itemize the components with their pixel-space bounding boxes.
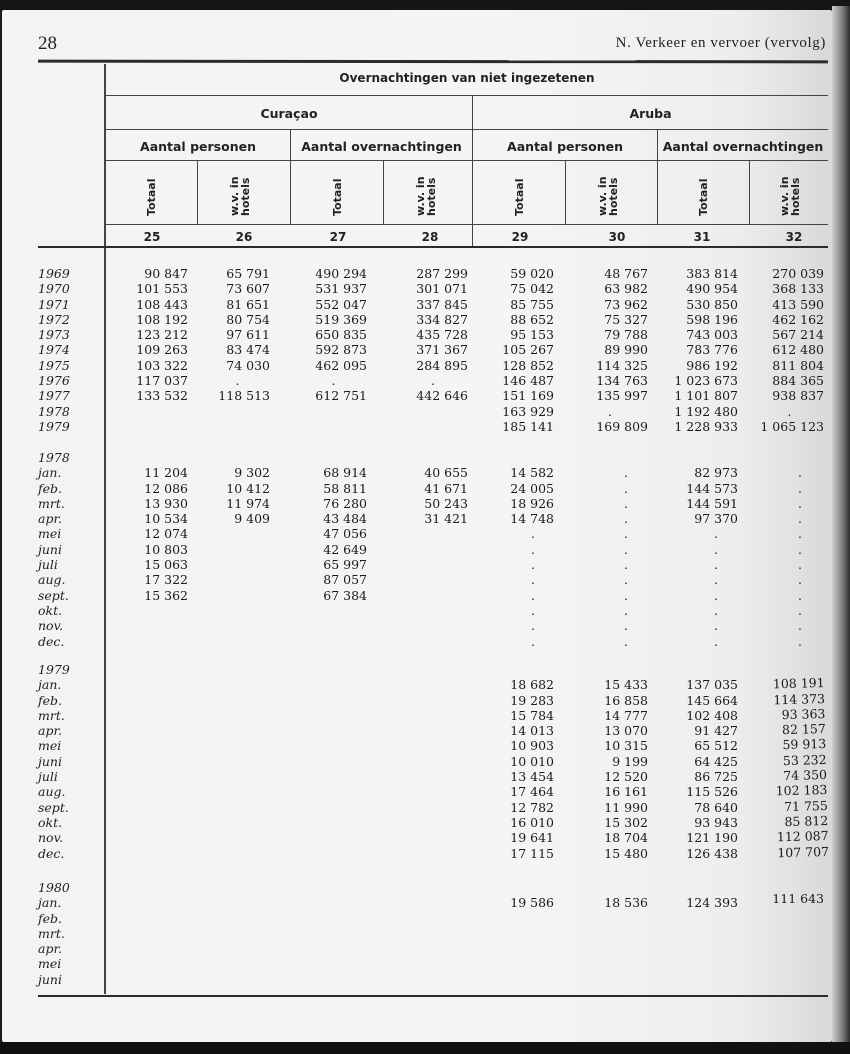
subgroup-rule: [106, 160, 828, 161]
m1978-col-25: 11 204 12 086 13 930 10 534 12 074 10 803 15 063 17 322 15 362: [144, 465, 188, 603]
annual-col-28: 287 299 301 071 337 845 334 827 435 728 371 367 284 895 . 442 646: [416, 266, 468, 404]
annual-col-29: 59 020 75 042 85 755 88 652 95 153 105 267 128 852 146 487 151 169 163 929 185 141: [502, 266, 554, 434]
header-bottom-rule: [38, 246, 828, 248]
subgroup-aru-overnachtingen: Aantal overnachtingen: [662, 139, 824, 154]
stub-divider: [104, 64, 106, 994]
m1979-col-31: 137 035 145 664 102 408 91 427 65 512 64 425 86 725 115 526 78 640 93 943 121 190 126 438: [686, 677, 738, 861]
col-divider-32: [749, 161, 750, 224]
col-number-27: 27: [329, 230, 347, 244]
col-divider-28: [383, 161, 384, 224]
col-label-27: Totaal: [331, 178, 344, 216]
page-number: 28: [38, 33, 57, 54]
annual-col-32: 270 039 368 133 413 590 462 162 567 214 612 480 811 804 884 365 938 837 . 1 065 123: [760, 266, 824, 434]
col-number-29: 29: [511, 230, 529, 244]
group-curacao: Curaçao: [260, 106, 318, 121]
col-number-31: 31: [693, 230, 711, 244]
col-label-26: w.v. in hotels: [228, 176, 252, 216]
row-labels-1978: 1978 jan. feb. mrt. apr. mei juni juli aug. sept. okt. nov. dec.: [38, 450, 70, 649]
scan-bottom-border: [0, 1042, 850, 1054]
annual-col-30: 48 767 63 982 73 962 75 327 79 788 89 990 114 325 134 763 135 997 . 169 809: [596, 266, 648, 434]
table-title: Overnachtingen van niet ingezetenen: [339, 71, 595, 85]
m1978-col-32: . . . . . . . . . . . .: [798, 465, 802, 649]
m1979-col-32: 108 191 114 373 93 363 82 157 59 913 53 232 74 350 102 183 71 755 85 812 112 087 107 707: [772, 675, 830, 860]
col-label-29: Totaal: [513, 178, 526, 216]
col-number-25: 25: [143, 230, 161, 244]
col-number-28: 28: [421, 230, 439, 244]
m1978-col-27: 68 914 58 811 76 280 43 484 47 056 42 649 65 997 87 057 67 384: [323, 465, 367, 603]
m1980-col-31: 124 393: [686, 895, 738, 911]
bottom-rule: [38, 995, 828, 997]
scan-top-border: [0, 0, 850, 10]
group-rule: [106, 129, 828, 130]
m1979-col-29: 18 682 19 283 15 784 14 013 10 903 10 010 13 454 17 464 12 782 16 010 19 641 17 115: [510, 677, 554, 861]
colnum-rule: [106, 224, 828, 225]
m1980-col-30: 18 536: [604, 895, 648, 911]
col-divider-30: [565, 161, 566, 224]
m1978-col-29: 14 582 24 005 18 926 14 748 . . . . . . . .: [510, 465, 554, 649]
col-number-32: 32: [785, 230, 803, 244]
annual-col-26: 65 791 73 607 81 651 80 754 97 611 83 474 74 030 . 118 513: [218, 266, 270, 404]
page-edge: [832, 6, 850, 1054]
m1978-col-31: 82 973 144 573 144 591 97 370 . . . . . . . .: [686, 465, 738, 649]
row-labels-annual: 1969 1970 1971 1972 1973 1974 1975 1976 1977 1978 1979: [38, 266, 70, 434]
row-labels-1979: 1979 jan. feb. mrt. apr. mei juni juli aug. sept. okt. nov. dec.: [38, 662, 70, 861]
group-aruba: Aruba: [629, 106, 672, 121]
title-rule: [106, 95, 828, 96]
annual-col-27: 490 294 531 937 552 047 519 369 650 835 592 873 462 095 . 612 751: [315, 266, 367, 404]
subgroup-aru-personen: Aantal personen: [507, 139, 623, 154]
subgroup-cur-overnachtingen: Aantal overnachtingen: [301, 139, 462, 154]
col-label-31: Totaal: [697, 178, 710, 216]
col-number-30: 30: [608, 230, 626, 244]
m1980-col-29: 19 586: [510, 895, 554, 911]
col-label-25: Totaal: [145, 178, 158, 216]
m1978-col-30: . . . . . . . . . . . .: [624, 465, 628, 649]
row-labels-1980: 1980 jan. feb. mrt. apr. mei juni: [38, 880, 70, 987]
m1978-col-28: 40 655 41 671 50 243 31 421: [424, 465, 468, 527]
annual-col-25: 90 847 101 553 108 443 108 192 123 212 109 263 103 322 117 037 133 532: [136, 266, 188, 404]
m1978-col-26: 9 302 10 412 11 974 9 409: [226, 465, 270, 527]
m1979-col-30: 15 433 16 858 14 777 13 070 10 315 9 199 12 520 16 161 11 990 15 302 18 704 15 480: [604, 677, 648, 861]
col-label-30: w.v. in hotels: [596, 176, 620, 216]
running-header: N. Verkeer en vervoer (vervolg): [615, 35, 826, 51]
col-label-32: w.v. in hotels: [778, 176, 802, 216]
m1980-col-32: 111 643: [772, 891, 824, 907]
annual-col-31: 383 814 490 954 530 850 598 196 743 003 783 776 986 192 1 023 673 1 101 807 1 192 480 1 228 933: [674, 266, 738, 434]
subgroup-cur-personen: Aantal personen: [140, 139, 256, 154]
col-divider-26: [197, 161, 198, 224]
col-number-26: 26: [235, 230, 253, 244]
col-label-28: w.v. in hotels: [414, 176, 438, 216]
